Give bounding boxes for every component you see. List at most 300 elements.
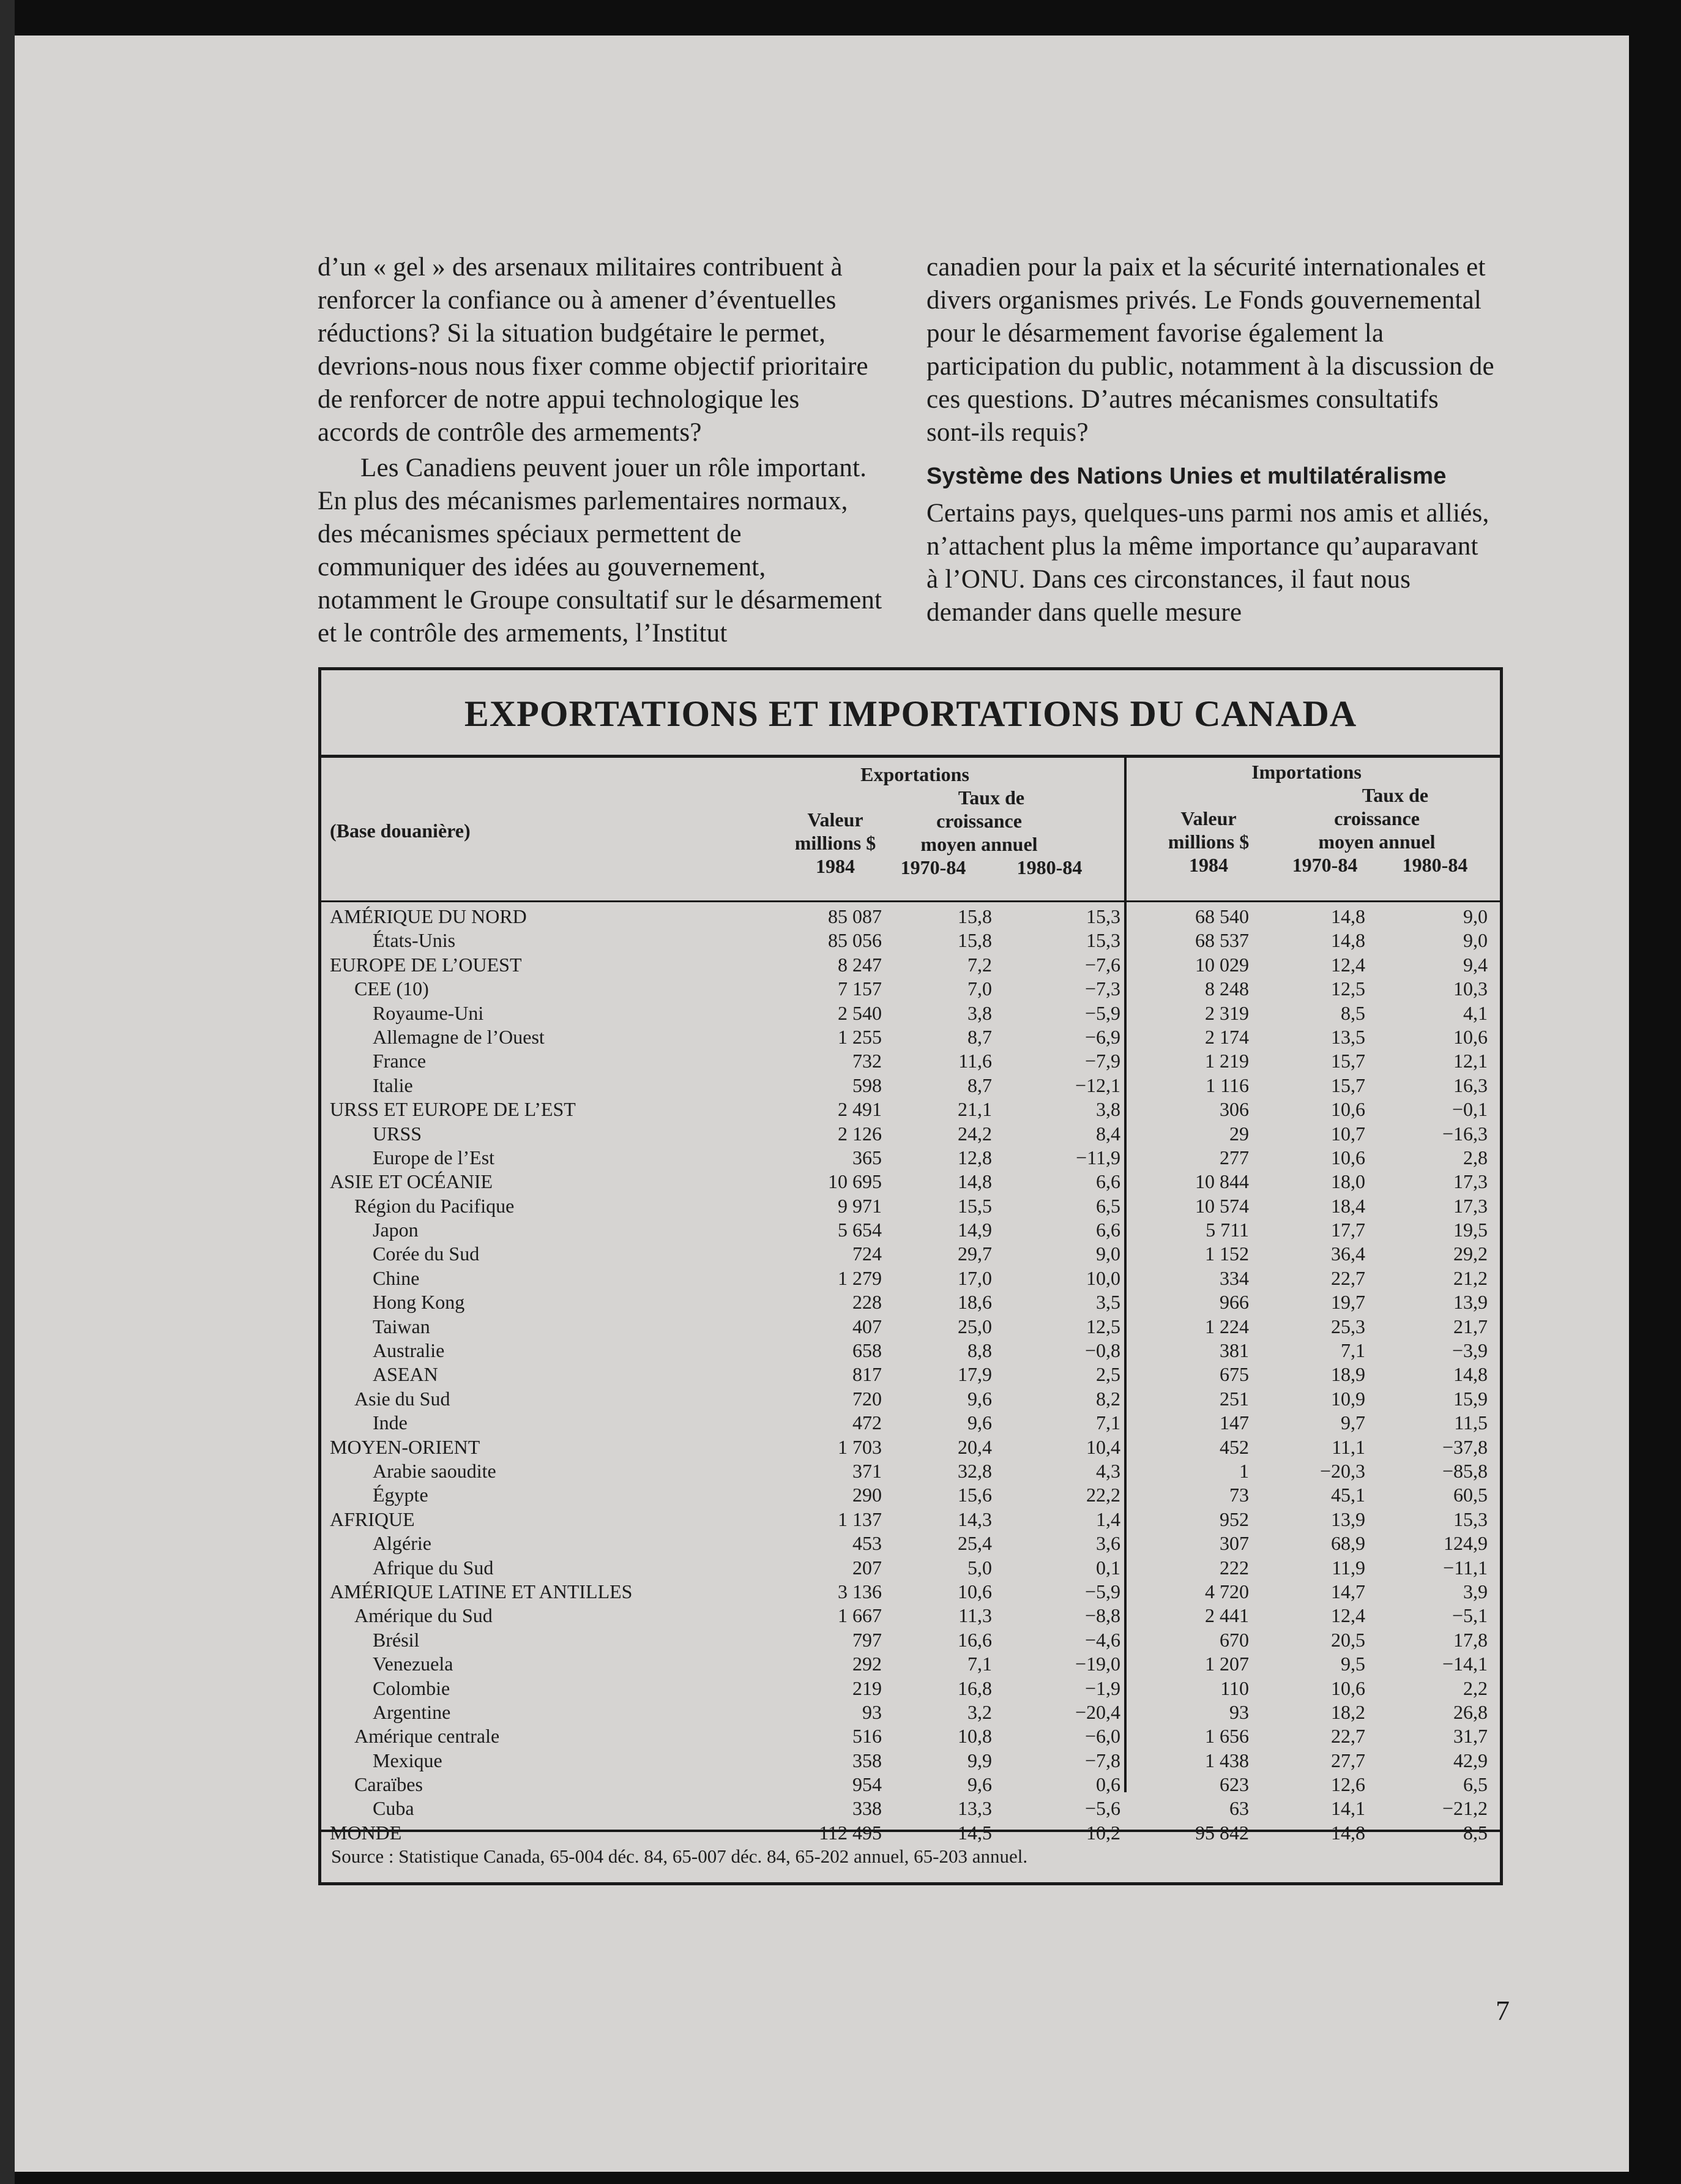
table-cell: 10,7 <box>1331 1122 1365 1145</box>
table-cell: 10,6 <box>1453 1025 1488 1048</box>
table-cell: 10 844 <box>1195 1170 1249 1193</box>
table-cell: 12,6 <box>1331 1773 1365 1796</box>
region-name: EUROPE DE L’OUEST <box>330 953 522 976</box>
table-row <box>321 1266 1500 1290</box>
region-name: ASIE ET OCÉANIE <box>330 1170 493 1193</box>
table-cell: 24,2 <box>958 1122 992 1145</box>
table-cell: 15,5 <box>958 1194 992 1217</box>
table-cell: −20,3 <box>1319 1459 1365 1482</box>
table-cell: 15,7 <box>1331 1074 1365 1096</box>
table-cell: 1 656 <box>1205 1725 1249 1748</box>
table-cell: 623 <box>1220 1773 1249 1796</box>
region-name: ASEAN <box>373 1363 438 1386</box>
table-cell: 17,0 <box>958 1266 992 1289</box>
exports-millions: millions $ <box>794 832 876 854</box>
table-cell: 2 126 <box>838 1122 882 1145</box>
table-cell: 1 116 <box>1206 1074 1249 1096</box>
table-row <box>321 1724 1500 1748</box>
table-cell: 306 <box>1220 1098 1249 1121</box>
table-cell: 68,9 <box>1331 1532 1365 1555</box>
table-cell: 4,3 <box>1096 1459 1120 1482</box>
table-cell: −8,8 <box>1084 1604 1120 1627</box>
table-cell: 85 087 <box>828 905 882 927</box>
table-cell: 7,2 <box>967 953 992 976</box>
table-cell: 675 <box>1220 1363 1249 1386</box>
table-cell: 1 <box>1239 1459 1249 1482</box>
table-cell: 9,0 <box>1463 929 1488 952</box>
table-cell: 10,9 <box>1331 1387 1365 1410</box>
region-name: Cuba <box>373 1797 414 1820</box>
table-row <box>321 1483 1500 1507</box>
table-cell: 15,8 <box>958 905 992 927</box>
table-row <box>321 929 1500 952</box>
table-cell: 4,1 <box>1463 1001 1488 1024</box>
exports-valeur: Valeur <box>807 809 863 831</box>
table-cell: 3,8 <box>967 1001 992 1024</box>
table-cell: 9,7 <box>1341 1412 1365 1434</box>
page-binding <box>0 0 15 2184</box>
region-name: Chine <box>373 1266 420 1289</box>
region-name: États-Unis <box>373 929 456 952</box>
table-cell: 2 491 <box>838 1098 882 1121</box>
table-cell: 954 <box>852 1773 882 1796</box>
table-cell: 68 537 <box>1195 929 1249 952</box>
table-row <box>321 1001 1500 1025</box>
region-name: Italie <box>373 1074 413 1096</box>
table-cell: 12,8 <box>958 1146 992 1169</box>
table-cell: 22,2 <box>1086 1484 1120 1506</box>
table-cell: 93 <box>862 1700 882 1723</box>
table-cell: 6,6 <box>1096 1219 1120 1241</box>
table-cell: 14,8 <box>1331 929 1365 952</box>
table-cell: 2 441 <box>1205 1604 1249 1627</box>
table-cell: 6,5 <box>1096 1194 1120 1217</box>
table-cell: 85 056 <box>828 929 882 952</box>
table-cell: 15,9 <box>1453 1387 1488 1410</box>
table-cell: 11,3 <box>958 1604 992 1627</box>
table-cell: 516 <box>852 1725 882 1748</box>
region-name: Amérique du Sud <box>354 1604 493 1627</box>
exports-header: Exportations <box>860 763 969 785</box>
left-column <box>318 251 887 650</box>
region-name: Japon <box>373 1219 419 1241</box>
table-cell: 797 <box>852 1628 882 1651</box>
table-cell: −20,4 <box>1075 1700 1120 1723</box>
table-cell: 11,9 <box>1332 1556 1365 1579</box>
region-name: Algérie <box>373 1532 431 1555</box>
table-cell: 14,8 <box>1453 1363 1488 1386</box>
table-cell: −14,1 <box>1442 1653 1488 1675</box>
table-cell: 12,1 <box>1453 1050 1488 1072</box>
table-cell: 3,8 <box>1096 1098 1120 1121</box>
table-cell: 42,9 <box>1453 1749 1488 1771</box>
table-row <box>321 1194 1500 1218</box>
exports-taux: Taux de <box>958 787 1025 809</box>
table-cell: 93 <box>1229 1700 1249 1723</box>
document-page <box>15 36 1629 2172</box>
table-cell: 11,5 <box>1454 1412 1488 1434</box>
table-cell: 5,0 <box>967 1556 992 1579</box>
table-cell: −37,8 <box>1442 1435 1488 1458</box>
imports-year: 1984 <box>1189 854 1228 876</box>
region-name: Corée du Sud <box>373 1243 480 1265</box>
table-cell: 6,6 <box>1096 1170 1120 1193</box>
region-name: URSS <box>373 1122 422 1145</box>
exports-year: 1984 <box>816 855 855 877</box>
table-cell: 25,4 <box>958 1532 992 1555</box>
region-name: Royaume-Uni <box>373 1001 484 1024</box>
table-cell: −5,6 <box>1084 1797 1120 1820</box>
table-cell: −7,3 <box>1084 978 1120 1000</box>
region-name: MONDE <box>330 1821 402 1844</box>
table-cell: 13,3 <box>958 1797 992 1820</box>
table-cell: 15,3 <box>1453 1508 1488 1530</box>
table-row <box>321 1387 1500 1411</box>
table-cell: 8,7 <box>967 1025 992 1048</box>
table-cell: 9 971 <box>838 1194 882 1217</box>
table-cell: 15,3 <box>1086 905 1120 927</box>
table-cell: 8,4 <box>1096 1122 1120 1145</box>
region-name: Caraïbes <box>354 1773 423 1796</box>
region-name: CEE (10) <box>354 978 429 1000</box>
table-row <box>321 1098 1500 1121</box>
table-cell: 10,4 <box>1086 1435 1120 1458</box>
table-cell: −6,0 <box>1084 1725 1120 1748</box>
table-cell: 10,6 <box>1331 1677 1365 1699</box>
table-cell: 9,4 <box>1463 953 1488 976</box>
table-row <box>321 977 1500 1001</box>
table-cell: 4 720 <box>1205 1580 1249 1602</box>
table-cell: −0,1 <box>1452 1098 1488 1121</box>
table-cell: 219 <box>852 1677 882 1699</box>
table-cell: 9,6 <box>967 1387 992 1410</box>
table-cell: 1 703 <box>838 1435 882 1458</box>
imports-taux: Taux de <box>1362 784 1429 806</box>
base-header: (Base douanière) <box>330 820 471 842</box>
table-cell: 10,3 <box>1453 978 1488 1000</box>
table-cell: 9,6 <box>967 1773 992 1796</box>
table-cell: 9,9 <box>967 1749 992 1771</box>
table-row <box>321 1339 1500 1363</box>
table-cell: 25,0 <box>958 1315 992 1337</box>
table-cell: 7,1 <box>1341 1339 1365 1362</box>
table-cell: 7,1 <box>1096 1412 1120 1434</box>
table-cell: 10,0 <box>1086 1266 1120 1289</box>
table-cell: 1 152 <box>1205 1243 1249 1265</box>
exports-croissance: croissance <box>936 810 1022 832</box>
imports-croissance: croissance <box>1334 807 1420 829</box>
table-cell: 11,1 <box>1332 1435 1365 1458</box>
table-cell: 334 <box>1220 1266 1249 1289</box>
region-name: Afrique du Sud <box>373 1556 494 1579</box>
table-cell: 3,9 <box>1463 1580 1488 1602</box>
table-cell: −16,3 <box>1442 1122 1488 1145</box>
table-cell: −85,8 <box>1442 1459 1488 1482</box>
table-cell: 14,7 <box>1331 1580 1365 1602</box>
table-cell: 29,7 <box>958 1243 992 1265</box>
table-cell: 407 <box>852 1315 882 1337</box>
table-cell: −1,9 <box>1084 1677 1120 1699</box>
table-cell: 20,5 <box>1331 1628 1365 1651</box>
table-cell: −5,9 <box>1084 1001 1120 1024</box>
table-cell: 732 <box>852 1050 882 1072</box>
table-cell: −19,0 <box>1075 1653 1120 1675</box>
table-cell: 12,4 <box>1331 1604 1365 1627</box>
table-cell: 10 029 <box>1195 953 1249 976</box>
table-cell: 11,6 <box>958 1050 992 1072</box>
region-name: Égypte <box>373 1484 428 1506</box>
table-cell: 22,7 <box>1331 1266 1365 1289</box>
table-row <box>321 1218 1500 1242</box>
table-cell: 358 <box>852 1749 882 1771</box>
table-cell: 6,5 <box>1463 1773 1488 1796</box>
paragraph: d’un « gel » des arsenaux militaires contribuent à renforcer la confiance ou à amener d’éventuelles réductions? Si la situation budgétaire le permet, devrions-nous nous fixer comme objectif prioritaire de renforcer de notre appui technologique les accords de contrôle des armements? <box>318 253 868 447</box>
table-cell: 16,6 <box>958 1628 992 1651</box>
table-cell: 15,7 <box>1331 1050 1365 1072</box>
table-cell: −5,1 <box>1452 1604 1488 1627</box>
table-cell: 29 <box>1229 1122 1249 1145</box>
table-cell: 10,6 <box>958 1580 992 1602</box>
table-body <box>321 758 1500 1844</box>
imports-period-1: 1970-84 <box>1292 854 1358 876</box>
table-cell: 365 <box>852 1146 882 1169</box>
table-cell: −0,8 <box>1084 1339 1120 1362</box>
table-cell: 724 <box>852 1243 882 1265</box>
header-rule <box>321 900 1500 902</box>
table-cell: 10,6 <box>1331 1098 1365 1121</box>
table-cell: 817 <box>852 1363 882 1386</box>
table-cell: 2,8 <box>1463 1146 1488 1169</box>
table-cell: 8,8 <box>967 1339 992 1362</box>
table-cell: −11,1 <box>1443 1556 1488 1579</box>
table-row <box>321 1604 1500 1628</box>
table-cell: −3,9 <box>1452 1339 1488 1362</box>
table-row <box>321 905 1500 929</box>
right-column <box>926 251 1496 629</box>
source-note: Source : Statistique Canada, 65-004 déc. 84, 65-007 déc. 84, 65-202 annuel, 65-203 annuel. <box>321 1830 1500 1882</box>
table-row <box>321 1315 1500 1339</box>
table-row <box>321 1580 1500 1604</box>
table-cell: 19,5 <box>1453 1219 1488 1241</box>
table-cell: 12,5 <box>1086 1315 1120 1337</box>
table-cell: 1 137 <box>838 1508 882 1530</box>
table-cell: 7,1 <box>967 1653 992 1675</box>
imports-header: Importations <box>1251 761 1362 783</box>
table-cell: 17,3 <box>1453 1194 1488 1217</box>
table-cell: 952 <box>1220 1508 1249 1530</box>
table-cell: 2 319 <box>1205 1001 1249 1024</box>
table-cell: 3,6 <box>1096 1532 1120 1555</box>
imports-valeur: Valeur <box>1180 807 1237 829</box>
table-cell: 290 <box>852 1484 882 1506</box>
imports-millions: millions $ <box>1168 831 1250 853</box>
table-row <box>321 1700 1500 1724</box>
table-cell: 60,5 <box>1453 1484 1488 1506</box>
table-row <box>321 1652 1500 1676</box>
table-cell: 18,6 <box>958 1291 992 1314</box>
table-cell: 21,1 <box>958 1098 992 1121</box>
region-name: AFRIQUE <box>330 1508 415 1530</box>
page-number: 7 <box>1496 1995 1510 2026</box>
table-cell: 966 <box>1220 1291 1249 1314</box>
table-cell: 13,9 <box>1331 1508 1365 1530</box>
table-cell: 598 <box>852 1074 882 1096</box>
table-row <box>321 1049 1500 1073</box>
table-cell: 10 574 <box>1195 1194 1249 1217</box>
table-row <box>321 1363 1500 1386</box>
table-cell: 371 <box>852 1459 882 1482</box>
table-cell: 658 <box>852 1339 882 1362</box>
table-cell: 1 279 <box>838 1266 882 1289</box>
table-cell: 112 495 <box>819 1821 882 1844</box>
table-cell: 3,2 <box>967 1700 992 1723</box>
table-row <box>321 1797 1500 1820</box>
table-cell: 251 <box>1220 1387 1249 1410</box>
table-cell: 8,2 <box>1096 1387 1120 1410</box>
exports-period-1: 1970-84 <box>900 856 966 878</box>
table-cell: 338 <box>852 1797 882 1820</box>
table-cell: 14,8 <box>958 1170 992 1193</box>
table-rows <box>321 905 1500 1845</box>
table-cell: 31,7 <box>1453 1725 1488 1748</box>
table-cell: 17,7 <box>1331 1219 1365 1241</box>
region-name: Venezuela <box>373 1653 453 1675</box>
table-row <box>321 1677 1500 1700</box>
region-name: Mexique <box>373 1749 442 1771</box>
table-row <box>321 1146 1500 1170</box>
table-cell: −7,6 <box>1084 953 1120 976</box>
region-name: Colombie <box>373 1677 450 1699</box>
table-cell: −21,2 <box>1442 1797 1488 1820</box>
table-cell: 14,8 <box>1331 905 1365 927</box>
table-cell: 14,3 <box>958 1508 992 1530</box>
table-cell: 18,9 <box>1331 1363 1365 1386</box>
table-row <box>321 1628 1500 1652</box>
table-cell: 1 255 <box>838 1025 882 1048</box>
table-cell: −5,9 <box>1084 1580 1120 1602</box>
table-cell: 29,2 <box>1453 1243 1488 1265</box>
table-cell: 228 <box>852 1291 882 1314</box>
table-cell: 20,4 <box>958 1435 992 1458</box>
table-cell: 26,8 <box>1453 1700 1488 1723</box>
paragraph: Les Canadiens peuvent jouer un rôle important. En plus des mécanismes parlementaires normaux, des mécanismes spéciaux permettent de communiquer des idées au gouvernement, notamment le Groupe consultatif sur le désarmement et le contrôle des armements, l’Institut <box>318 454 882 648</box>
table-cell: 14,5 <box>958 1821 992 1844</box>
table-cell: 16,3 <box>1453 1074 1488 1096</box>
table-cell: 1 667 <box>838 1604 882 1627</box>
region-name: Argentine <box>373 1700 451 1723</box>
table-cell: 15,3 <box>1086 929 1120 952</box>
region-name: Australie <box>373 1339 445 1362</box>
table-cell: −12,1 <box>1075 1074 1120 1096</box>
table-cell: −6,9 <box>1084 1025 1120 1048</box>
table-cell: 32,8 <box>958 1459 992 1482</box>
table-cell: 3 136 <box>838 1580 882 1602</box>
table-row <box>321 1074 1500 1098</box>
table-row <box>321 1290 1500 1314</box>
table-cell: 3,5 <box>1096 1291 1120 1314</box>
table-cell: 0,1 <box>1096 1556 1120 1579</box>
table-cell: 277 <box>1220 1146 1249 1169</box>
table-cell: 8,7 <box>967 1074 992 1096</box>
table-cell: 110 <box>1220 1677 1249 1699</box>
region-name: Hong Kong <box>373 1291 465 1314</box>
table-row <box>321 1459 1500 1483</box>
table-cell: 9,0 <box>1096 1243 1120 1265</box>
table-cell: 18,4 <box>1331 1194 1365 1217</box>
imports-moyen: moyen annuel <box>1318 831 1436 853</box>
table-cell: 19,7 <box>1331 1291 1365 1314</box>
region-name: AMÉRIQUE DU NORD <box>330 905 527 927</box>
table-row <box>321 1773 1500 1797</box>
trade-table <box>318 667 1503 1885</box>
table-cell: 453 <box>852 1532 882 1555</box>
region-name: Europe de l’Est <box>373 1146 495 1169</box>
table-cell: 45,1 <box>1331 1484 1365 1506</box>
table-cell: 7 157 <box>838 978 882 1000</box>
table-cell: 8,5 <box>1463 1821 1488 1844</box>
table-row <box>321 953 1500 977</box>
table-cell: 0,6 <box>1096 1773 1120 1796</box>
table-cell: 22,7 <box>1331 1725 1365 1748</box>
paragraph: Certains pays, quelques-uns parmi nos amis et alliés, n’attachent plus la même importance qu’auparavant à l’ONU. Dans ces circonstances, il faut nous demander dans quelle mesure <box>926 499 1489 627</box>
region-name: MOYEN-ORIENT <box>330 1435 480 1458</box>
table-cell: 5 711 <box>1206 1219 1249 1241</box>
table-cell: 8 247 <box>838 953 882 976</box>
region-name: France <box>373 1050 427 1072</box>
region-name: Région du Pacifique <box>354 1194 515 1217</box>
region-name: URSS ET EUROPE DE L’EST <box>330 1098 576 1121</box>
table-cell: 21,2 <box>1453 1266 1488 1289</box>
table-cell: 27,7 <box>1331 1749 1365 1771</box>
region-name: Allemagne de l’Ouest <box>373 1025 545 1048</box>
region-name: Taiwan <box>373 1315 430 1337</box>
table-cell: 13,9 <box>1453 1291 1488 1314</box>
table-cell: −7,9 <box>1084 1050 1120 1072</box>
table-cell: 17,8 <box>1453 1628 1488 1651</box>
table-cell: 14,8 <box>1331 1821 1365 1844</box>
table-cell: 18,0 <box>1331 1170 1365 1193</box>
table-cell: 12,5 <box>1331 978 1365 1000</box>
table-cell: 670 <box>1220 1628 1249 1651</box>
table-cell: 25,3 <box>1331 1315 1365 1337</box>
table-cell: 17,9 <box>958 1363 992 1386</box>
table-cell: 2 174 <box>1205 1025 1249 1048</box>
table-cell: 1 438 <box>1205 1749 1249 1771</box>
table-cell: 10,8 <box>958 1725 992 1748</box>
exports-period-2: 1980-84 <box>1016 856 1083 878</box>
table-row <box>321 1170 1500 1194</box>
table-cell: 10,2 <box>1086 1821 1120 1844</box>
table-row <box>321 1435 1500 1459</box>
table-cell: 1,4 <box>1096 1508 1120 1530</box>
table-cell: 1 224 <box>1205 1315 1249 1337</box>
imports-period-2: 1980-84 <box>1402 854 1468 876</box>
table-cell: 5 654 <box>838 1219 882 1241</box>
table-cell: 15,6 <box>958 1484 992 1506</box>
table-cell: 1 207 <box>1205 1653 1249 1675</box>
exports-moyen: moyen annuel <box>920 833 1038 855</box>
region-name: Amérique centrale <box>354 1725 500 1748</box>
table-cell: 292 <box>852 1653 882 1675</box>
table-cell: 63 <box>1229 1797 1249 1820</box>
table-cell: 9,0 <box>1463 905 1488 927</box>
table-row <box>321 1508 1500 1531</box>
region-name: Inde <box>373 1412 408 1434</box>
table-cell: −4,6 <box>1084 1628 1120 1651</box>
table-cell: 8,5 <box>1341 1001 1365 1024</box>
table-cell: 16,8 <box>958 1677 992 1699</box>
table-cell: 2,2 <box>1463 1677 1488 1699</box>
